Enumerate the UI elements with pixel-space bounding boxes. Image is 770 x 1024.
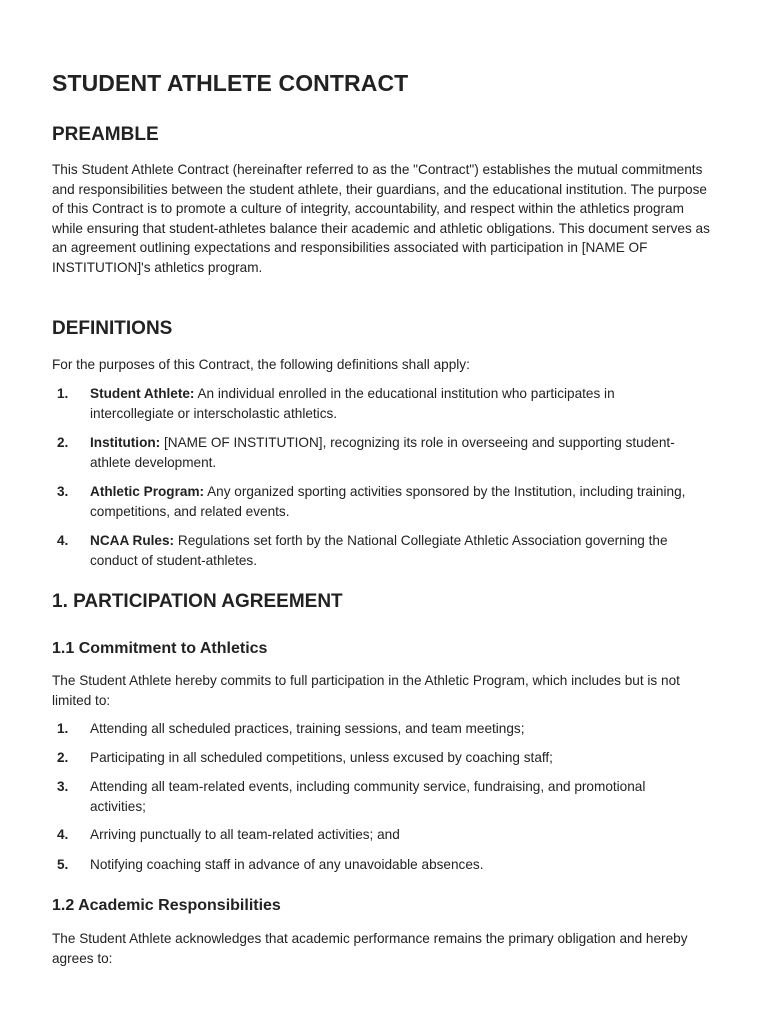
definition-text: [NAME OF INSTITUTION], recognizing its role in overseeing and supporting student-athlete development.: [90, 435, 675, 470]
definition-text: Any organized sporting activities sponsored by the Institution, including training, competitions, and related events.: [90, 484, 686, 519]
list-number: 3.: [57, 779, 69, 794]
definition-item: [52, 384, 717, 423]
definitions-intro: For the purposes of this Contract, the following definitions shall apply:: [52, 357, 470, 372]
list-item: [52, 777, 717, 816]
list-number: 1.: [57, 721, 69, 736]
definition-item: [52, 482, 717, 521]
academic-intro: The Student Athlete acknowledges that academic performance remains the primary obligation and hereby agrees to:: [52, 931, 688, 966]
list-item: [52, 748, 717, 768]
commitment-intro: The Student Athlete hereby commits to full participation in the Athletic Program, which includes but is not limited to:: [52, 673, 680, 708]
definition-text: An individual enrolled in the educational institution who participates in intercollegiate or interscholastic athletics.: [90, 386, 615, 421]
list-number: 4.: [57, 533, 69, 548]
list-number: 2.: [57, 750, 69, 765]
list-number: 5.: [57, 857, 69, 872]
definition-term: Athletic Program:: [90, 484, 205, 499]
list-number: 1.: [57, 386, 69, 401]
definition-term: NCAA Rules:: [90, 533, 175, 548]
list-item-text: Participating in all scheduled competitions, unless excused by coaching staff;: [90, 750, 553, 765]
list-item-text: Attending all scheduled practices, training sessions, and team meetings;: [90, 721, 525, 736]
definition-term: Institution:: [90, 435, 161, 450]
participation-heading: 1. PARTICIPATION AGREEMENT: [52, 591, 343, 612]
definition-item: [52, 433, 717, 472]
list-number: 4.: [57, 827, 69, 842]
list-item-text: Arriving punctually to all team-related activities; and: [90, 827, 400, 842]
list-number: 2.: [57, 435, 69, 450]
definitions-heading: DEFINITIONS: [52, 318, 173, 339]
list-item-text: Attending all team-related events, including community service, fundraising, and promotional activities;: [90, 779, 646, 814]
academic-heading: 1.2 Academic Responsibilities: [52, 897, 281, 914]
preamble-heading: PREAMBLE: [52, 124, 159, 145]
document-title: STUDENT ATHLETE CONTRACT: [52, 70, 409, 96]
preamble-text: This Student Athlete Contract (hereinafter referred to as the "Contract") establishes the mutual commitments and responsibilities between the student athlete, their guardians, and the educational institution. The purpose of this Contract is to promote a culture of integrity, accountability, and respect within the athletics program while ensuring that student-athletes balance their academic and athletic obligations. This document serves as an agreement outlining expectations and responsibilities associated with participation in [NAME OF INSTITUTION]'s athletics program.: [52, 162, 710, 275]
list-item: [52, 719, 717, 739]
list-item: [52, 855, 717, 875]
definition-text: Regulations set forth by the National Collegiate Athletic Association governing the conduct of student-athletes.: [90, 533, 668, 568]
definition-term: Student Athlete:: [90, 386, 195, 401]
list-item-text: Notifying coaching staff in advance of any unavoidable absences.: [90, 857, 484, 872]
definition-item: [52, 531, 717, 570]
commitment-heading: 1.1 Commitment to Athletics: [52, 640, 268, 657]
list-item: [52, 825, 717, 845]
list-number: 3.: [57, 484, 69, 499]
